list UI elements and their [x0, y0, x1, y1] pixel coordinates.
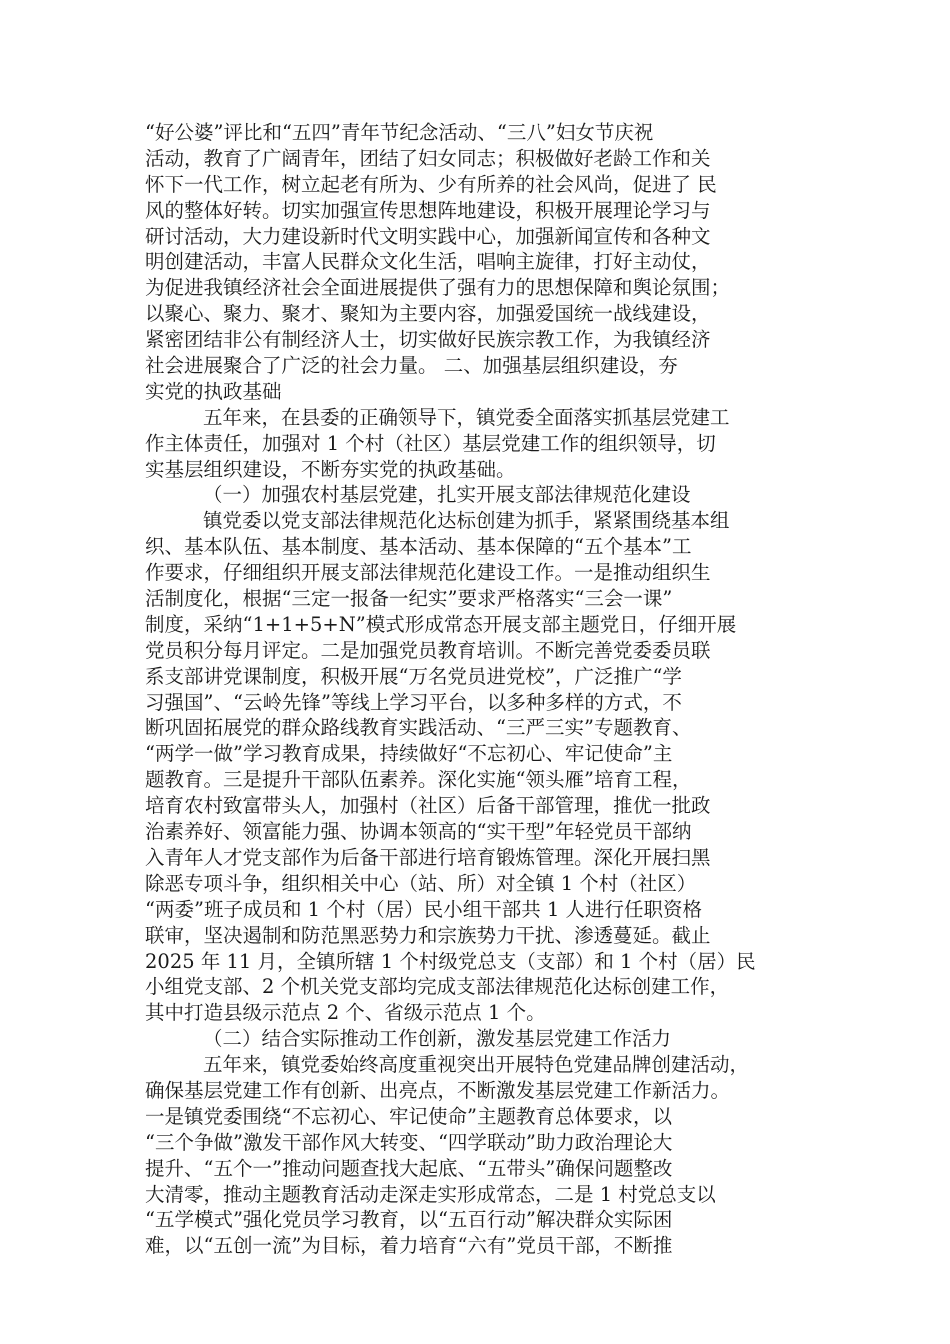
text-line: 活制度化，根据“三定一报备一纪实”要求严格落实“三会一课”	[145, 587, 673, 611]
text-line: 确保基层党建工作有创新、出亮点，不断激发基层党建工作新活力。	[145, 1078, 731, 1102]
text-line: 作主体责任，加强对 1 个村（社区）基层党建工作的组织领导，切	[145, 431, 716, 455]
text-line: 为促进我镇经济社会全面进展提供了强有力的思想保障和舆论氛围；	[145, 276, 731, 300]
text-line: 一是镇党委围绕“不忘初心、牢记使命”主题教育总体要求，以	[145, 1104, 672, 1128]
text-line: 小组党支部、2 个机关党支部均完成支部法律规范化达标创建工作，	[145, 975, 730, 999]
text-line: 除恶专项斗争，组织相关中心（站、所）对全镇 1 个村（社区）	[145, 871, 697, 895]
text-line: 制度，采纳“1+1+5+N”模式形成常态开展支部主题党日，仔细开展	[145, 612, 737, 636]
text-line: “五学模式”强化党员学习教育，以“五百行动”解决群众实际困	[145, 1208, 673, 1232]
text-line: 织、基本队伍、基本制度、基本活动、基本保障的“五个基本”工	[145, 535, 692, 559]
text-line: “两委”班子成员和 1 个村（居）民小组干部共 1 人进行任职资格	[145, 897, 703, 921]
text-line: 党员积分每月评定。二是加强党员教育培训。不断完善党委委员联	[145, 638, 711, 662]
text-line: 五年来，在县委的正确领导下，镇党委全面落实抓基层党建工	[203, 405, 730, 429]
text-line: 2025 年 11 月，全镇所辖 1 个村级党总支（支部）和 1 个村（居）民	[145, 949, 756, 973]
text-line: 入青年人才党支部作为后备干部进行培育锻炼管理。深化开展扫黑	[145, 845, 711, 869]
text-line: 大清零，推动主题教育活动走深走实形成常态，二是 1 村党总支以	[145, 1182, 716, 1206]
text-line: 培育农村致富带头人，加强村（社区）后备干部管理，推优一批政	[145, 794, 711, 818]
text-line: 五年来，镇党委始终高度重视突出开展特色党建品牌创建活动，	[203, 1053, 750, 1077]
text-line: 断巩固拓展党的群众路线教育实践活动、“三严三实”专题教育、	[145, 716, 692, 740]
text-line: （一）加强农村基层党建，扎实开展支部法律规范化建设	[203, 483, 691, 507]
text-line: 其中打造县级示范点 2 个、省级示范点 1 个。	[145, 1001, 546, 1025]
document-body	[145, 120, 825, 1259]
text-line: 作要求，仔细组织开展支部法律规范化建设工作。一是推动组织生	[145, 561, 711, 585]
text-line: （二）结合实际推动工作创新，激发基层党建工作活力	[203, 1027, 672, 1051]
text-line: 治素养好、领富能力强、协调本领高的“实干型”年轻党员干部纳	[145, 820, 692, 844]
text-line: 紧密团结非公有制经济人士，切实做好民族宗教工作，为我镇经济	[145, 328, 711, 352]
text-line: “好公婆”评比和“五四”青年节纪念活动、“三八”妇女节庆祝	[145, 121, 654, 144]
text-line: 以聚心、聚力、聚才、聚知为主要内容，加强爱国统一战线建设，	[145, 302, 711, 326]
text-line: 镇党委以党支部法律规范化达标创建为抓手，紧紧围绕基本组	[203, 509, 730, 533]
text-line: “两学一做”学习教育成果，持续做好“不忘初心、牢记使命”主	[145, 742, 673, 766]
text-line: 习强国”、“云岭先锋”等线上学习平台，以多种多样的方式，不	[145, 690, 682, 714]
text-line: 提升、“五个一”推动问题查找大起底、“五带头”确保问题整改	[145, 1156, 673, 1180]
text-line: 明创建活动，丰富人民群众文化生活，唱响主旋律，打好主动仗，	[145, 250, 711, 274]
text-line: 难，以“五创一流”为目标，着力培育“六有”党员干部，不断推	[145, 1234, 673, 1258]
text-line: “三个争做”激发干部作风大转变、“四学联动”助力政治理论大	[145, 1130, 673, 1154]
text-line: 研讨活动，大力建设新时代文明实践中心，加强新闻宣传和各种文	[145, 224, 711, 248]
text-line: 活动，教育了广阔青年，团结了妇女同志；积极做好老龄工作和关	[145, 146, 711, 170]
text-line: 怀下一代工作，树立起老有所为、少有所养的社会风尚，促进了 民	[145, 172, 717, 196]
text-line: 社会进展聚合了广泛的社会力量。 二、加强基层组织建设，夯	[145, 354, 678, 378]
text-line: 联审，坚决遏制和防范黑恶势力和宗族势力干扰、渗透蔓延。截止	[145, 923, 711, 947]
text-line: 风的整体好转。切实加强宣传思想阵地建设，积极开展理论学习与	[145, 198, 711, 222]
text-line: 实基层组织建设，不断夯实党的执政基础。	[145, 457, 516, 481]
text-line: 实党的执政基础	[145, 379, 282, 403]
text-line: 系支部讲党课制度，积极开展“万名党员进党校”，广泛推广“学	[145, 664, 682, 688]
text-line: 题教育。三是提升干部队伍素养。深化实施“领头雁”培育工程，	[145, 768, 692, 792]
